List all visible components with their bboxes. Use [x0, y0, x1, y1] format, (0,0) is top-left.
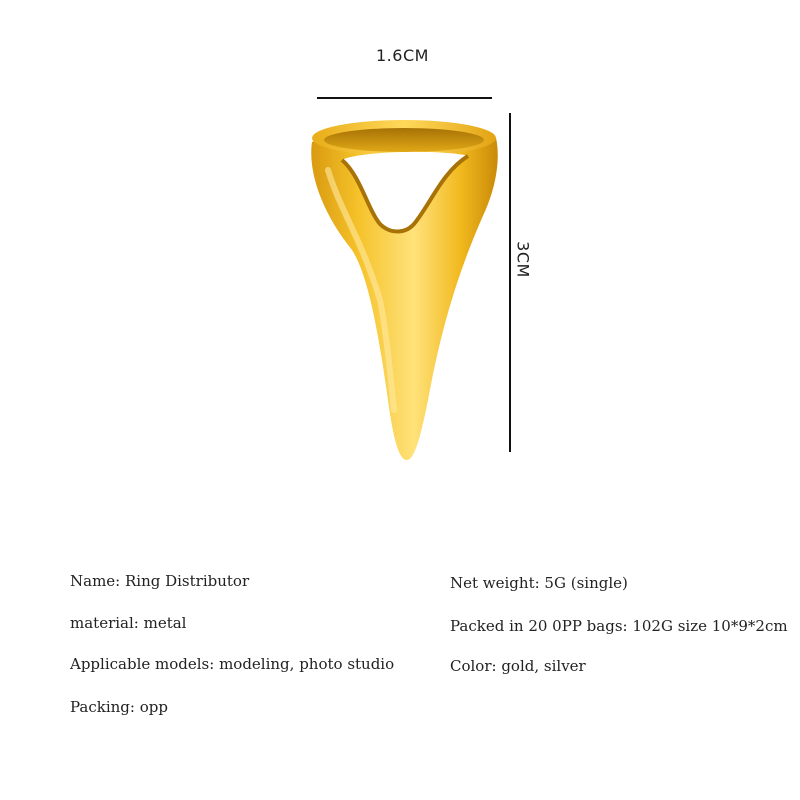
spec-applicable-models: Applicable models: modeling, photo studio	[70, 655, 395, 673]
spec-package-info: Packed in 20 0PP bags: 102G size 10*9*2cm	[450, 617, 788, 635]
spec-material: material: metal	[70, 614, 187, 632]
spec-packing: Packing: opp	[70, 698, 168, 716]
spec-color: Color: gold, silver	[450, 657, 586, 675]
width-dimension-label: 1.6CM	[376, 46, 429, 65]
height-dimension-label: 3CM	[513, 241, 533, 278]
gold-claw-ring-icon	[290, 100, 510, 470]
spec-net-weight: Net weight: 5G (single)	[450, 574, 628, 592]
width-dimension-line	[317, 97, 492, 99]
spec-name: Name: Ring Distributor	[70, 572, 250, 590]
